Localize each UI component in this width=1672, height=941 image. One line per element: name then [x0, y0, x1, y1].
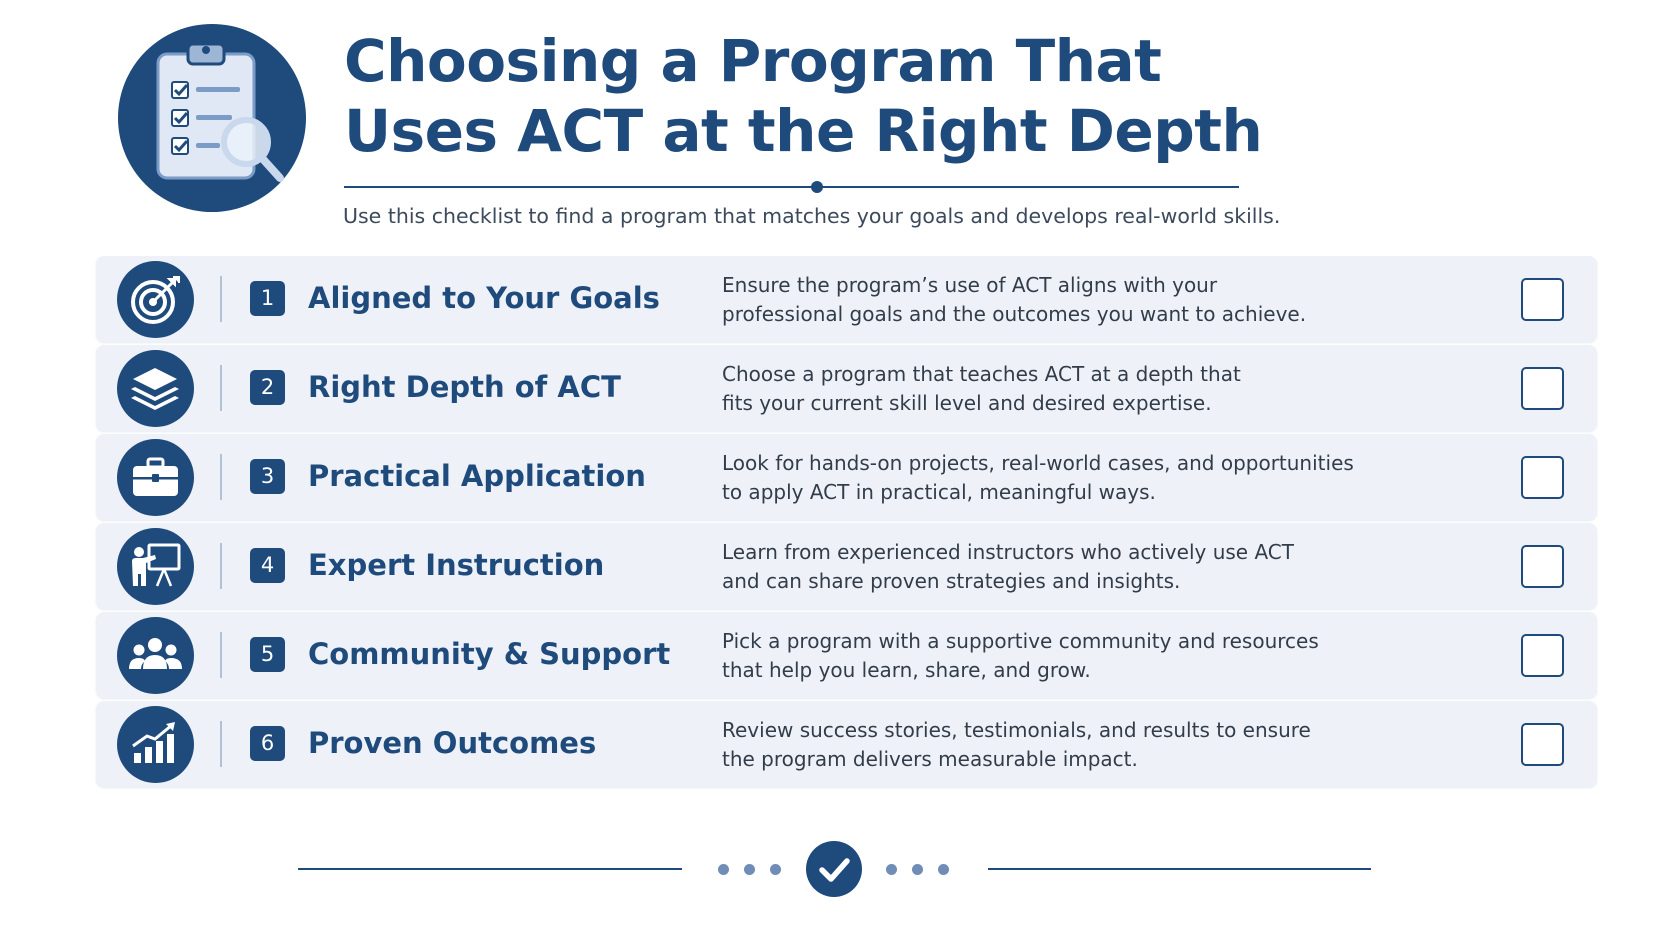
- checklist-row-community: [96, 612, 1597, 698]
- row-description: [722, 627, 1382, 685]
- footer-dot: [718, 864, 729, 875]
- footer-dot: [938, 864, 949, 875]
- row-description: [722, 449, 1382, 507]
- row-description-line: Choose a program that teaches ACT at a depth that: [722, 362, 1241, 386]
- footer-dot: [912, 864, 923, 875]
- footer-divider-left: [298, 868, 682, 870]
- row-separator: [220, 543, 222, 589]
- layers-icon: [117, 350, 194, 427]
- checklist-row-depth: [96, 345, 1597, 431]
- briefcase-icon: [117, 439, 194, 516]
- page-title-line-1: Choosing a Program That: [344, 27, 1162, 95]
- row-title: Proven Outcomes: [308, 726, 597, 760]
- title-divider: [344, 186, 1239, 188]
- clipboard-checklist-magnifier-icon: [118, 24, 306, 212]
- row-description-line: Learn from experienced instructors who actively use ACT: [722, 540, 1294, 564]
- checkbox-practical[interactable]: [1521, 456, 1564, 499]
- row-number-badge: 4: [250, 548, 285, 583]
- checkbox-instruction[interactable]: [1521, 545, 1564, 588]
- row-number-badge: 5: [250, 637, 285, 672]
- page-subtitle: Use this checklist to find a program that matches your goals and develops real-world skills.: [343, 204, 1281, 228]
- footer-divider-right: [988, 868, 1371, 870]
- row-description-line: Ensure the program’s use of ACT aligns with your: [722, 273, 1218, 297]
- row-number-badge: 2: [250, 370, 285, 405]
- row-description: [722, 271, 1382, 329]
- row-title: Practical Application: [308, 459, 646, 493]
- row-description-line: and can share proven strategies and insights.: [722, 569, 1181, 593]
- row-separator: [220, 365, 222, 411]
- row-title: Aligned to Your Goals: [308, 281, 660, 315]
- growth-chart-icon: [117, 706, 194, 783]
- row-separator: [220, 721, 222, 767]
- checkbox-goals[interactable]: [1521, 278, 1564, 321]
- checklist-row-goals: [96, 256, 1597, 342]
- row-number-badge: 6: [250, 726, 285, 761]
- row-description: [722, 360, 1382, 418]
- row-description-line: Look for hands-on projects, real-world cases, and opportunities: [722, 451, 1354, 475]
- checklist-row-practical: [96, 434, 1597, 520]
- row-description-line: Pick a program with a supportive community and resources: [722, 629, 1319, 653]
- footer-dot: [886, 864, 897, 875]
- row-description-line: Review success stories, testimonials, and results to ensure: [722, 718, 1311, 742]
- checkmark-circle-icon: [806, 841, 862, 897]
- row-description-line: to apply ACT in practical, meaningful ways.: [722, 480, 1156, 504]
- row-title: Community & Support: [308, 637, 671, 671]
- row-description-line: professional goals and the outcomes you want to achieve.: [722, 302, 1307, 326]
- row-description-line: fits your current skill level and desired expertise.: [722, 391, 1212, 415]
- row-description: [722, 716, 1382, 774]
- row-separator: [220, 454, 222, 500]
- row-separator: [220, 276, 222, 322]
- checklist-row-outcomes: [96, 701, 1597, 787]
- row-description: [722, 538, 1382, 596]
- checkbox-outcomes[interactable]: [1521, 723, 1564, 766]
- row-title: Right Depth of ACT: [308, 370, 621, 404]
- target-icon: [117, 261, 194, 338]
- checkbox-community[interactable]: [1521, 634, 1564, 677]
- footer-dot: [744, 864, 755, 875]
- page-title-line-2: Uses ACT at the Right Depth: [344, 97, 1263, 165]
- row-title: Expert Instruction: [308, 548, 605, 582]
- row-description-line: the program delivers measurable impact.: [722, 747, 1138, 771]
- instructor-presentation-icon: [117, 528, 194, 605]
- footer-dot: [770, 864, 781, 875]
- checkbox-depth[interactable]: [1521, 367, 1564, 410]
- page-title: [344, 26, 1262, 166]
- checklist-row-instruction: [96, 523, 1597, 609]
- row-description-line: that help you learn, share, and grow.: [722, 658, 1091, 682]
- row-number-badge: 1: [250, 281, 285, 316]
- row-separator: [220, 632, 222, 678]
- community-group-icon: [117, 617, 194, 694]
- title-divider-dot: [811, 181, 823, 193]
- row-number-badge: 3: [250, 459, 285, 494]
